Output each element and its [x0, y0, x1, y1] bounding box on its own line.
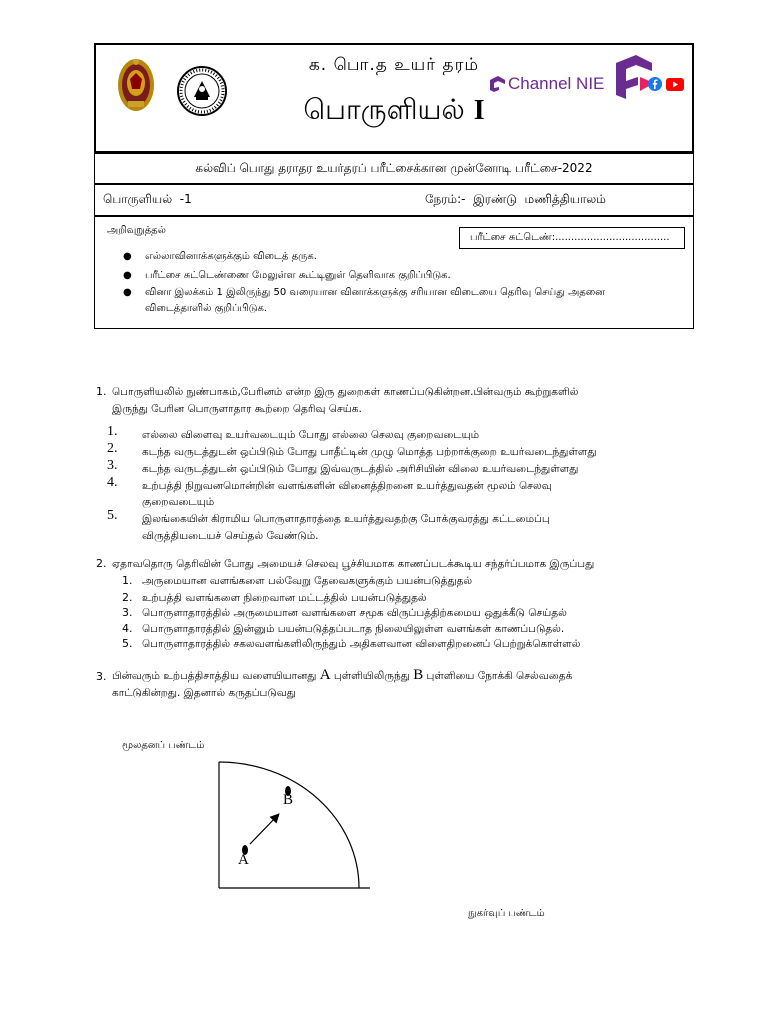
q2-option[interactable]: அருமையான வளங்களை பல்வேறு தேவைகளுக்கும் பயன்படுத்துதல்	[142, 575, 473, 587]
q2-option-number: 1.	[122, 574, 133, 587]
q1-option[interactable]: எல்லை விளைவு உயர்வடையும் போது எல்லை செலவு குறைவடையும்	[142, 429, 480, 441]
q1-number: 1.	[96, 385, 107, 398]
q2-option[interactable]: உற்பத்தி வளங்களை நிறைவான மட்டத்தில் பயன்படுத்துதல்	[142, 592, 427, 604]
exam-level: க. பொ.த உயர் தரம்	[308, 55, 480, 75]
paper-info-row	[94, 184, 694, 216]
time-label: நேரம்:- இரண்டு மணித்தியாலம்	[425, 192, 606, 206]
q2-option-number: 2.	[122, 591, 133, 604]
subject-name: பொருளியல்	[303, 93, 465, 126]
y-axis-label: மூலதனப் பண்டம்	[122, 740, 205, 751]
q1-option[interactable]: கடந்த வருடத்துடன் ஒப்பிடும் போது இவ்வருடத்தில் அரிசியின் விலை உயர்வடைந்துள்ளது	[142, 463, 579, 475]
q1-option-number: 2.	[107, 441, 118, 456]
q1-option-cont: விருத்தியடையச் செய்தல் வேண்டும்.	[142, 530, 319, 542]
instruction-bullet: ●	[123, 287, 132, 298]
q3-number: 3.	[96, 670, 107, 683]
exam-header	[94, 43, 694, 153]
nie-small-logo-icon	[488, 76, 506, 94]
index-number-box[interactable]	[459, 227, 685, 249]
brand-name: Channel NIE	[508, 74, 605, 93]
q1-option-number: 3.	[107, 458, 118, 473]
paper-numeral: I	[473, 95, 485, 126]
q3-text-cont: காட்டுகின்றது. இதனால் கருதப்படுவது	[112, 687, 296, 699]
instruction-item: வினா இலக்கம் 1 இலிருந்து 50 வரையான வினாக்களுக்கு சரியான விடையை தெரிவு செய்து அதனை	[145, 287, 605, 298]
q2-option-number: 5.	[122, 637, 133, 650]
q1-option-cont: குறைவடையும்	[142, 496, 215, 508]
exam-name: கல்விப் பொது தராதர உயர்தரப் பரீட்சைக்கான முன்னோடி பரீட்சை-2022	[195, 161, 593, 175]
q2-text: ஏதாவதொரு தெரிவின் போது அமையச் செலவு பூச்சியமாக காணப்படக்கூடிய சந்தர்ப்பமாக இருப்பது	[112, 558, 595, 570]
point-b-label: B	[283, 792, 294, 808]
subject-title	[96, 93, 692, 130]
q3-point-a: A	[319, 667, 331, 683]
q1-option[interactable]: இலங்கையின் கிராமிய பொருளாதாரத்தை உயர்த்துவதற்கு போக்குவரத்து கட்டமைப்பு	[142, 513, 550, 525]
ppc-curve	[219, 762, 359, 888]
paper-label: பொருளியல் -1	[103, 192, 192, 206]
q2-number: 2.	[96, 557, 107, 570]
q1-option[interactable]: உற்பத்தி நிறுவனமொன்றின் வளங்களின் வினைத்திறனை உயர்த்துவதன் மூலம் செலவு	[142, 480, 552, 492]
q1-text: பொருளியலில் நுண்பாகம்,பேரினம் என்ற இரு துறைகள் காணப்படுகின்றன.பின்வரும் கூற்றுகளில்	[112, 386, 579, 398]
q1-text-cont: இருந்து பேரின பொருளாதார கூற்றை தெரிவு செய்க.	[112, 403, 362, 415]
q3-text: பின்வரும் உற்பத்திசாத்திய வளையியானது A புள்ளியிலிருந்து B புள்ளியை நோக்கி செல்வதைக்	[112, 667, 573, 683]
q1-option-number: 1.	[107, 424, 118, 439]
ppc-diagram	[200, 740, 380, 900]
x-axis-label: நுகர்வுப் பண்டம்	[468, 908, 545, 919]
youtube-icon[interactable]	[666, 78, 684, 91]
q2-option[interactable]: பொருளாதாரத்தில் இன்னும் பயன்படுத்தப்படாத நிலையிலுள்ள வளங்கள் காணப்படுதல்.	[142, 623, 565, 635]
q2-option[interactable]: பொருளாதாரத்தில் சகலவளங்களிலிருந்தும் அதிகளவான விளைதிறனைப் பெற்றுக்கொள்ளல்	[142, 638, 581, 650]
q2-option-number: 3.	[122, 606, 133, 619]
instructions-heading: அறிவுறுத்தல்	[107, 225, 166, 236]
q2-option-number: 4.	[122, 622, 133, 635]
q1-option-number: 5.	[107, 508, 118, 523]
instruction-bullet: ●	[123, 251, 132, 262]
q1-option-number: 4.	[107, 475, 118, 490]
channel-nie-brand	[390, 72, 605, 98]
instruction-item: பரீட்சை சுட்டெண்ணை மேலுள்ள கூட்டினுள் தெளிவாக குறிப்பிடுக.	[145, 270, 451, 281]
facebook-icon[interactable]	[648, 77, 662, 91]
exam-name-row	[94, 153, 694, 184]
instruction-item-cont: விடைத்தாளில் குறிப்பிடுக.	[145, 303, 268, 314]
index-number-label: பரீட்சை சுட்டெண்:....................................	[470, 232, 670, 243]
q2-option[interactable]: பொருளாதாரத்தில் அருமையான வளங்களை சமூக விருப்பத்திற்கமைய ஒதுக்கீடு செய்தல்	[142, 607, 567, 619]
movement-arrow	[250, 815, 278, 844]
q3-point-b: B	[413, 667, 424, 683]
instruction-item: எல்லாவினாக்களுக்கும் விடைத் தருக.	[145, 251, 317, 262]
instructions-box	[94, 216, 694, 329]
q1-option[interactable]: கடந்த வருடத்துடன் ஒப்பிடும் போது பாதீட்டின் முழு மொத்த பற்றாக்குறை உயர்வடைந்துள்ளது	[142, 446, 597, 458]
instruction-bullet: ●	[123, 270, 132, 281]
point-a-label: A	[238, 852, 249, 868]
